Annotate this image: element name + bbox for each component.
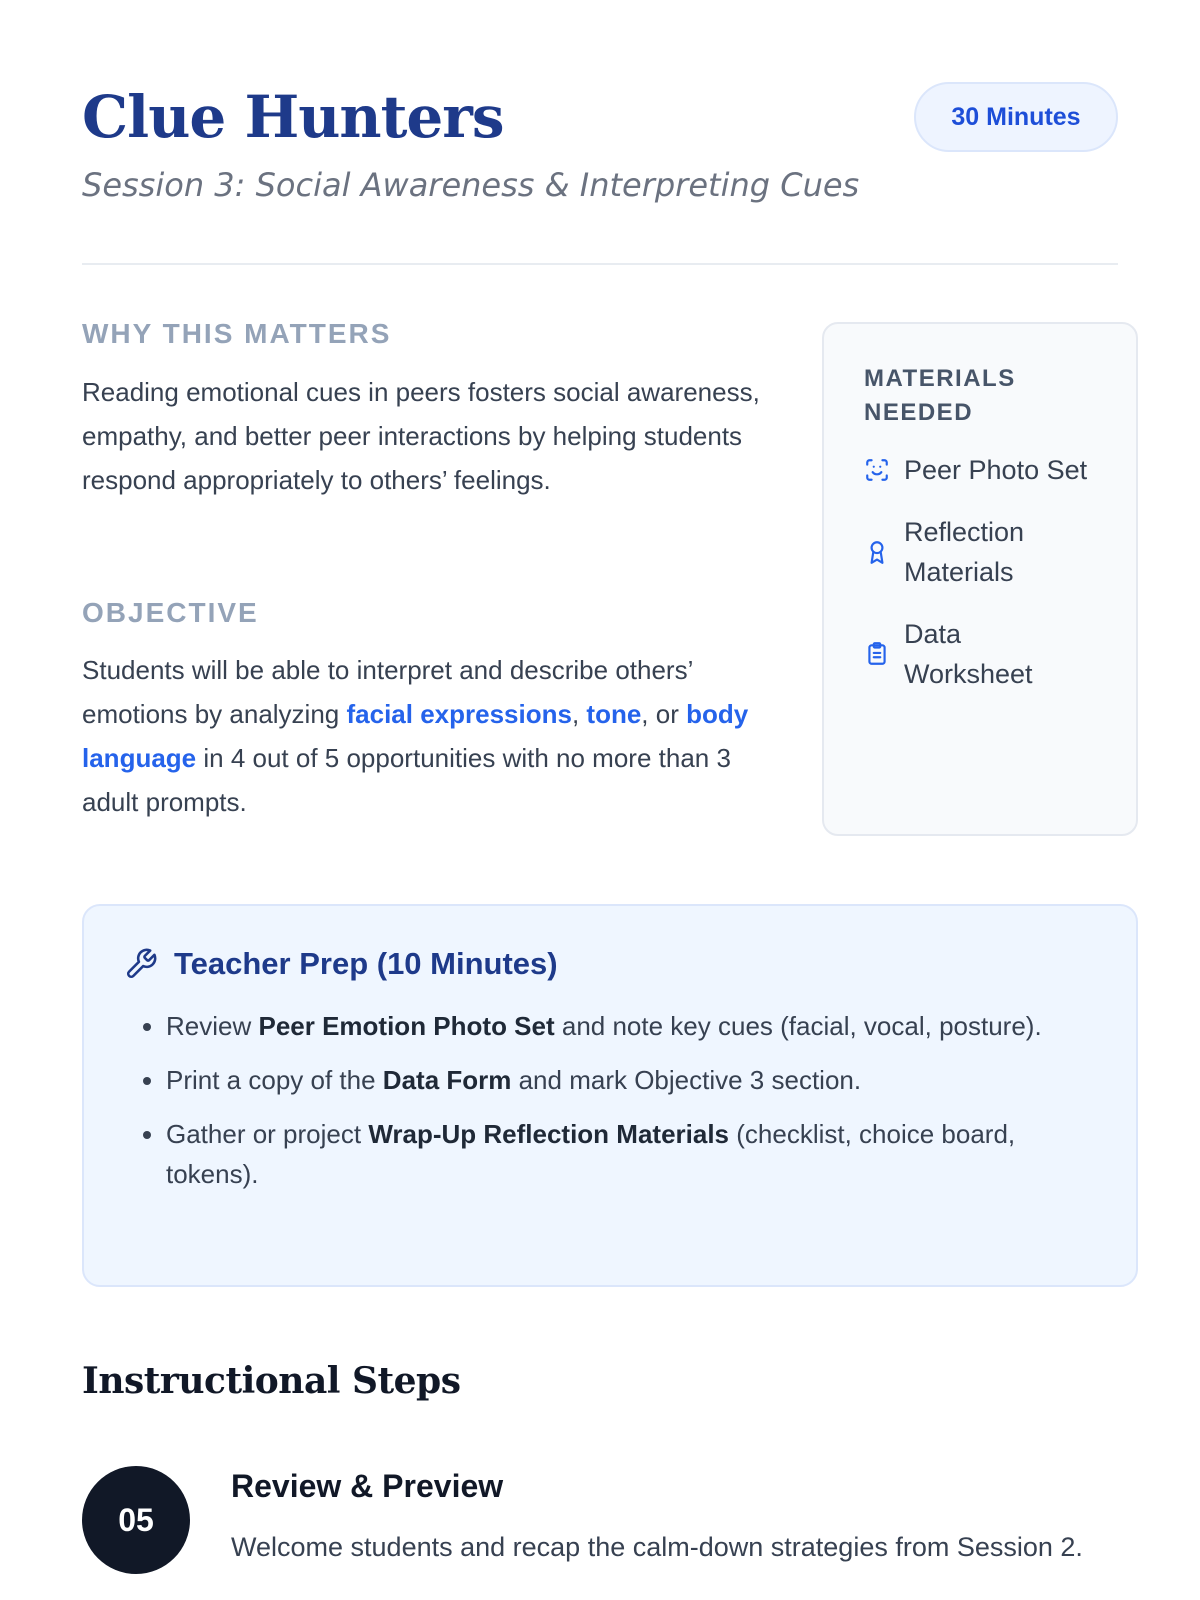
prep-item [166,1006,1096,1046]
teacher-prep-title: Teacher Prep (10 Minutes) [174,946,558,981]
objective-text-part: , or [641,699,687,729]
duration-badge: 30 Minutes [914,82,1118,152]
steps-heading: Instructional Steps [82,1360,461,1402]
material-item [864,614,1064,694]
prep-text: Review [166,1011,259,1041]
award-ribbon-icon [864,539,890,565]
prep-item [166,1060,1096,1100]
highlight-facial-expressions: facial expressions [346,699,572,729]
objective-text-part: , [571,699,587,729]
why-label: WHY THIS MATTERS [82,318,392,349]
material-label: Data Worksheet [904,619,1033,689]
teacher-prep-heading [124,946,1096,982]
prep-bold: Peer Emotion Photo Set [258,1011,555,1041]
prep-text: and note key cues (facial, vocal, posture). [554,1011,1042,1041]
objective-text [82,648,762,824]
prep-text: and mark Objective 3 section. [511,1065,862,1095]
materials-list [864,450,1112,694]
face-scan-icon [864,457,890,483]
material-label: Reflection Materials [904,517,1025,587]
prep-bold: Data Form [382,1065,512,1095]
page-title: Clue Hunters [82,83,504,151]
prep-bold: Wrap-Up Reflection Materials [368,1119,730,1149]
lesson-header [82,80,1118,265]
material-item [864,450,1112,490]
materials-title: MATERIALS NEEDED [864,365,1016,426]
material-item [864,512,1044,592]
step-number-badge: 05 [82,1466,190,1574]
prep-text: Gather or project [166,1119,369,1149]
material-label: Peer Photo Set [904,455,1088,485]
wrench-icon [124,947,158,981]
objective-label: OBJECTIVE [82,597,259,628]
teacher-prep-list [124,1006,1096,1194]
prep-item [166,1114,1096,1194]
highlight-tone: tone [586,699,642,729]
objective-text-part: Students will be able to interpret and describe others’ emotions by analyzing [82,655,693,729]
step-description: Welcome students and recap the calm-down strategies from Session 2. [231,1532,1083,1562]
teacher-prep-box [82,904,1138,1287]
step-title: Review & Preview [231,1468,504,1504]
page-subtitle: Session 3: Social Awareness & Interpreting Cues [82,166,860,204]
prep-text: Print a copy of the [166,1065,383,1095]
clipboard-icon [864,641,890,667]
materials-card [822,322,1138,836]
objective-text-part: in 4 out of 5 opportunities with no more than 3 adult prompts. [82,743,731,817]
highlight-body-language: body language [82,699,749,773]
why-text: Reading emotional cues in peers fosters social awareness, empathy, and better peer interactions by helping students respond appropriately to others’ feelings. [82,377,760,495]
prep-text: (checklist, choice board, tokens). [166,1119,1016,1189]
